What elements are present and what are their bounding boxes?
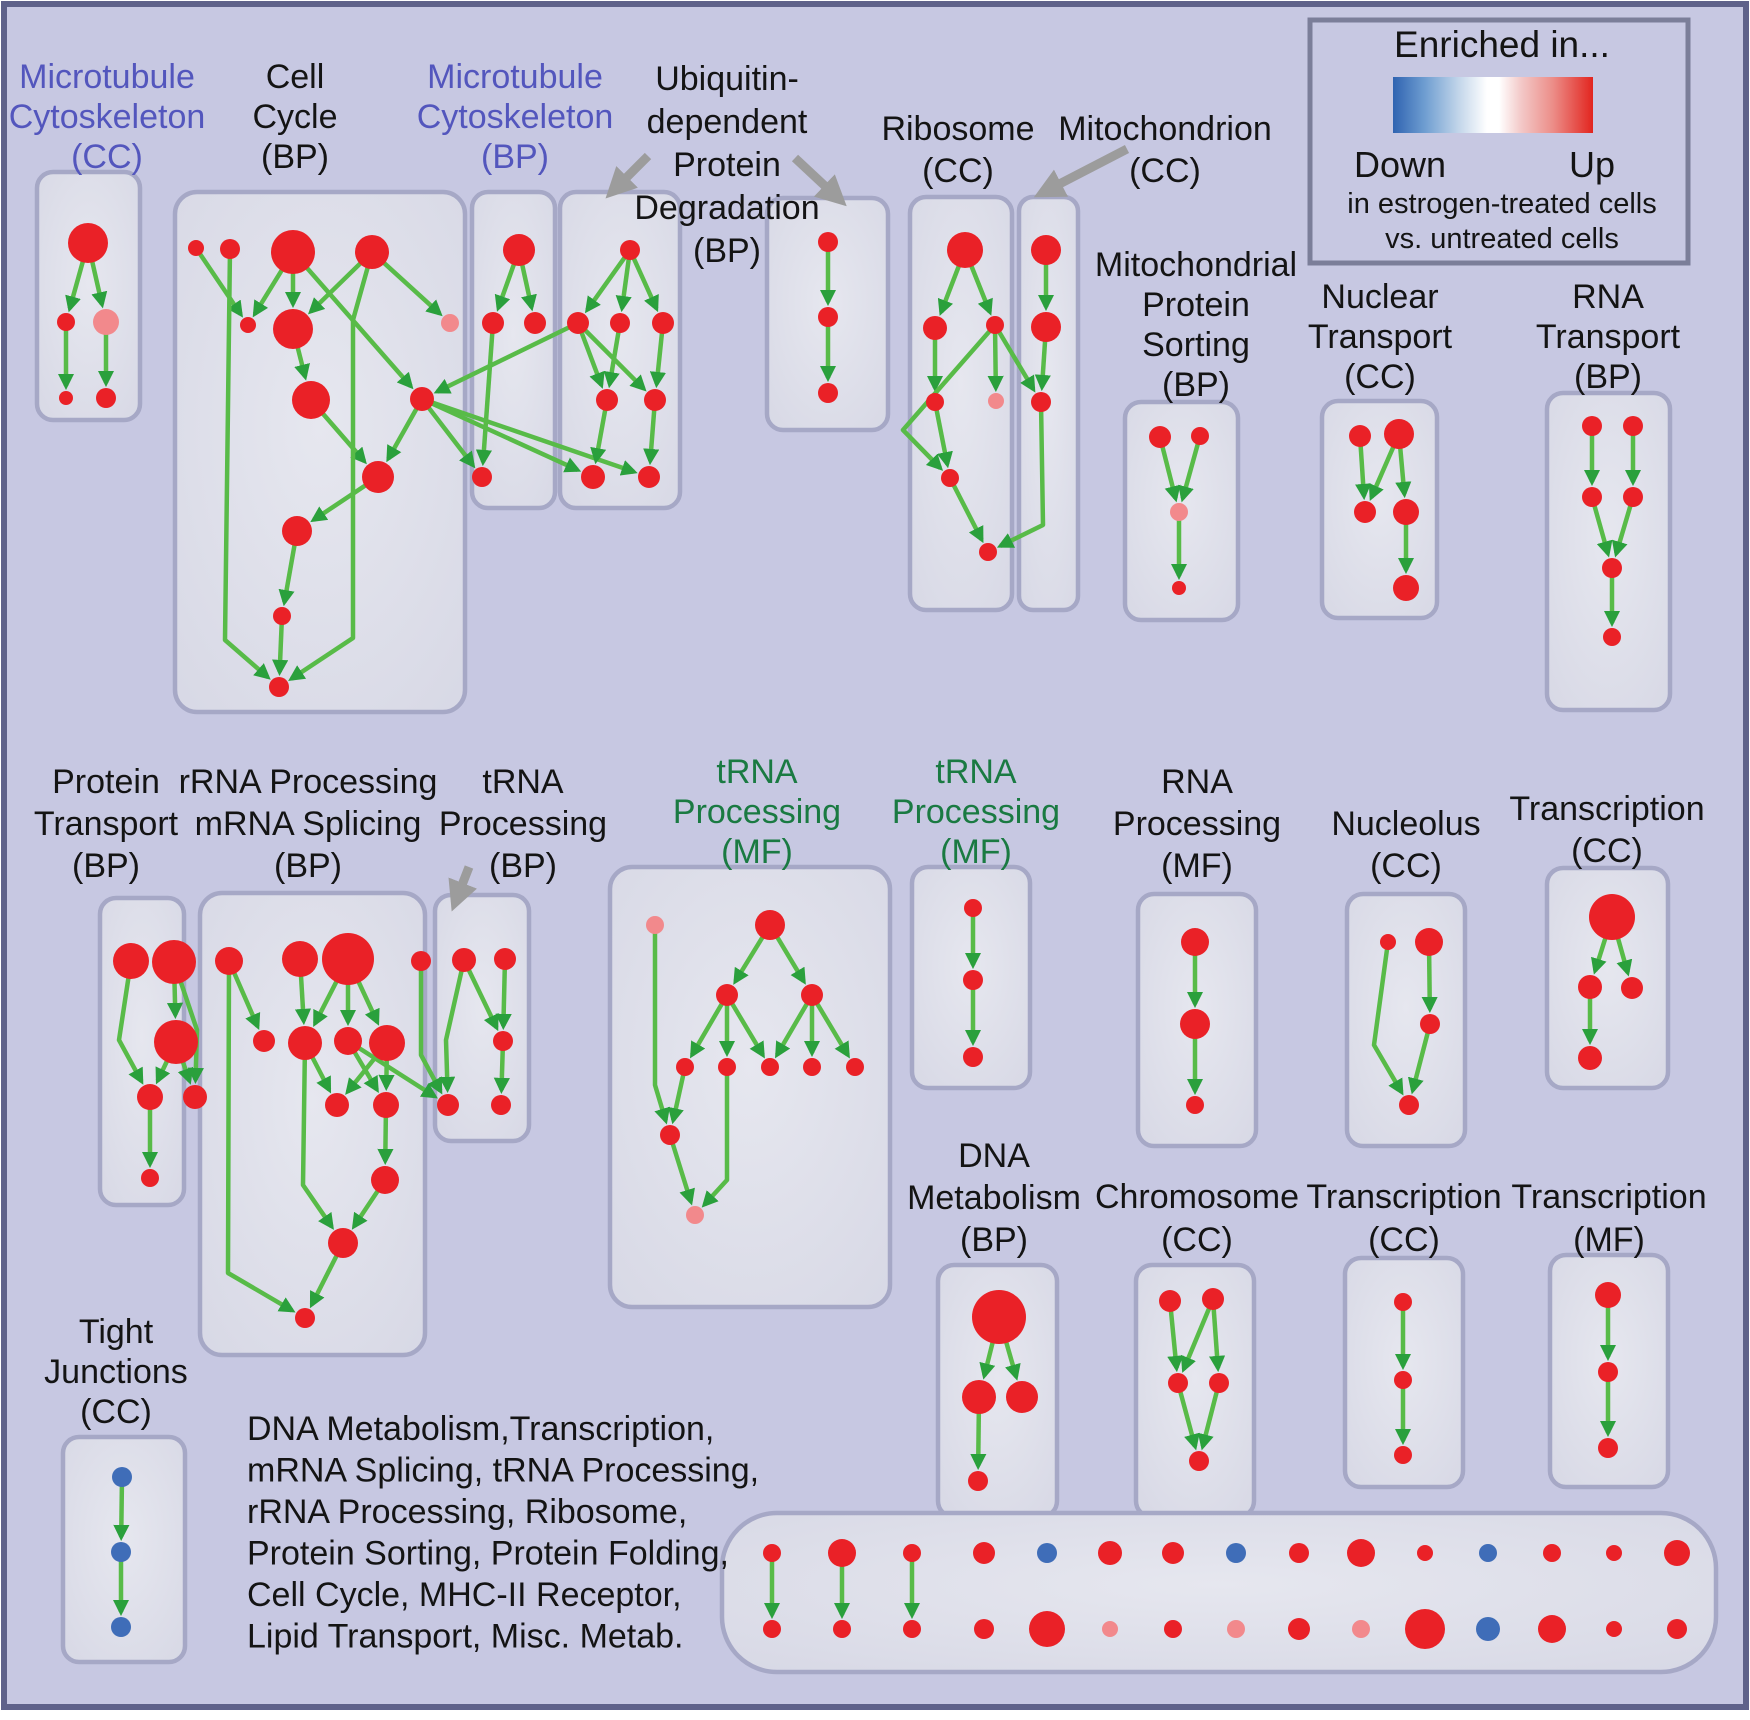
misc-node-bottom-12 — [1538, 1615, 1566, 1643]
go-term-node-rt3 — [1582, 487, 1602, 507]
go-term-node-tb3 — [493, 1031, 513, 1051]
misc-category-list-line0: DNA Metabolism,Transcription, — [247, 1410, 715, 1448]
go-term-node-pt6 — [141, 1169, 159, 1187]
cluster-label-tight-junctions-line0: Tight — [78, 1313, 154, 1351]
go-term-node-mc5 — [96, 388, 116, 408]
go-term-node-tb1 — [452, 948, 476, 972]
cluster-label-mito-protein-sorting-line0: Mitochondrial — [1094, 246, 1298, 284]
go-term-node-rm — [295, 1308, 315, 1328]
misc-node-bottom-11 — [1476, 1617, 1500, 1641]
go-term-node-mc4 — [59, 391, 73, 405]
cluster-box-microtubule-cc — [37, 172, 140, 420]
go-term-node-rt1 — [1582, 416, 1602, 436]
go-term-node-rb4 — [926, 393, 944, 411]
go-term-node-q2 — [1598, 1362, 1618, 1382]
misc-node-top-1 — [828, 1539, 856, 1567]
misc-node-top-5 — [1098, 1541, 1122, 1565]
go-term-node-nt4 — [1393, 499, 1419, 525]
cluster-label-trna-mf-2-line1: Processing — [891, 793, 1061, 831]
cluster-label-cell-cycle-line2: (BP) — [261, 138, 329, 176]
misc-node-bottom-8 — [1288, 1618, 1310, 1640]
cluster-label-ubiquitin-degradation-1-line4: (BP) — [693, 232, 761, 270]
cluster-label-ribosome-cc-line1: (CC) — [922, 152, 994, 190]
misc-node-bottom-7 — [1227, 1620, 1245, 1638]
go-term-node-pt3 — [154, 1020, 198, 1064]
cluster-label-nuclear-transport-line0: Nuclear — [1321, 278, 1439, 316]
legend-gradient-bar — [1393, 77, 1593, 133]
cluster-label-trna-mf-1-line2: (MF) — [721, 833, 793, 871]
cluster-label-trna-bp-line0: tRNA — [482, 763, 564, 801]
go-term-node-nt5 — [1393, 575, 1419, 601]
cluster-label-mito-protein-sorting-line1: Protein — [1142, 286, 1250, 324]
go-term-node-u7 — [761, 1058, 779, 1076]
go-term-node-ri — [325, 1093, 349, 1117]
go-term-node-rt6 — [1603, 628, 1621, 646]
cluster-label-transcription-cc-2-line0: Transcription — [1306, 1178, 1502, 1216]
go-term-node-h2 — [1202, 1288, 1224, 1310]
legend-subtitle-line2: vs. untreated cells — [1385, 223, 1619, 255]
misc-node-top-10 — [1417, 1545, 1433, 1561]
go-term-node-tb2 — [494, 948, 516, 970]
misc-node-bottom-5 — [1102, 1621, 1118, 1637]
go-term-node-h5 — [1189, 1451, 1209, 1471]
cluster-label-trna-mf-1-line0: tRNA — [716, 753, 798, 791]
go-term-node-pt4 — [137, 1084, 163, 1110]
cluster-label-microtubule-cc-line2: (CC) — [71, 138, 143, 176]
go-term-node-rt2 — [1623, 416, 1643, 436]
misc-node-top-11 — [1479, 1544, 1497, 1562]
misc-node-bottom-6 — [1164, 1620, 1182, 1638]
go-term-node-d1 — [972, 1290, 1026, 1344]
misc-node-bottom-10 — [1405, 1609, 1445, 1649]
go-term-node-j1 — [112, 1467, 132, 1487]
misc-node-top-4 — [1037, 1543, 1057, 1563]
go-term-node-rg — [334, 1027, 362, 1055]
cluster-label-ribosome-cc-line0: Ribosome — [881, 110, 1035, 148]
go-term-node-mc2 — [57, 313, 75, 331]
go-term-node-rh — [369, 1025, 405, 1061]
cluster-label-rna-processing-mf-line0: RNA — [1161, 763, 1233, 801]
go-term-node-rb3 — [986, 316, 1004, 334]
cluster-label-microtubule-bp-line1: Cytoskeleton — [416, 98, 614, 136]
go-term-node-cc4 — [355, 235, 389, 269]
go-term-node-re — [253, 1030, 275, 1052]
legend-subtitle-line1: in estrogen-treated cells — [1347, 188, 1657, 220]
cluster-box-cell-cycle — [175, 192, 465, 712]
cluster-label-trna-mf-1-line1: Processing — [672, 793, 842, 831]
go-term-node-ub5 — [596, 389, 618, 411]
cluster-label-tight-junctions-line1: Junctions — [44, 1353, 188, 1391]
go-term-node-rj — [373, 1092, 399, 1118]
go-term-node-ms4 — [1172, 581, 1186, 595]
go-term-node-y1 — [1589, 894, 1635, 940]
go-term-node-cc8 — [292, 381, 330, 419]
cluster-label-rna-transport-line1: Transport — [1535, 318, 1681, 356]
go-term-node-mb2 — [482, 312, 504, 334]
go-term-node-u11 — [686, 1206, 704, 1224]
cluster-label-rna-transport-line0: RNA — [1572, 278, 1644, 316]
go-term-node-y2 — [1578, 975, 1602, 999]
go-term-node-cc2 — [220, 239, 240, 259]
misc-node-bottom-0 — [763, 1620, 781, 1638]
cluster-label-ubiquitin-degradation-1-line3: Degradation — [634, 189, 820, 227]
go-term-node-rb1 — [947, 232, 983, 268]
edge-rb3-rb5 — [995, 325, 996, 388]
go-term-node-rk — [371, 1166, 399, 1194]
go-term-node-ua1 — [818, 232, 838, 252]
go-term-node-ub3 — [610, 313, 630, 333]
cluster-label-nuclear-transport-line1: Transport — [1307, 318, 1453, 356]
go-term-node-pt5 — [183, 1085, 207, 1109]
misc-node-bottom-14 — [1667, 1619, 1687, 1639]
cluster-label-rrna-mrna-line0: rRNA Processing — [178, 763, 438, 801]
go-term-node-ms3 — [1170, 503, 1188, 521]
cluster-label-transcription-cc-1-line0: Transcription — [1509, 790, 1705, 828]
cluster-label-chromosome-cc-line1: (CC) — [1161, 1221, 1233, 1259]
go-term-node-ua2 — [818, 307, 838, 327]
misc-node-top-0 — [763, 1544, 781, 1562]
go-term-node-u8 — [803, 1058, 821, 1076]
cluster-box-chromosome-cc — [1136, 1265, 1254, 1517]
go-term-node-ub8 — [638, 466, 660, 488]
cluster-label-rna-processing-mf-line2: (MF) — [1161, 847, 1233, 885]
cluster-label-rna-processing-mf-line1: Processing — [1112, 805, 1282, 843]
go-term-node-rt5 — [1602, 558, 1622, 578]
go-term-node-p2 — [1394, 1371, 1412, 1389]
go-term-node-j3 — [111, 1617, 131, 1637]
misc-node-bottom-1 — [833, 1620, 851, 1638]
go-term-node-d3 — [1006, 1381, 1038, 1413]
cluster-label-tight-junctions-line2: (CC) — [80, 1393, 152, 1431]
misc-node-bottom-3 — [974, 1619, 994, 1639]
go-term-node-u9 — [846, 1058, 864, 1076]
go-term-node-u6 — [718, 1058, 736, 1076]
go-term-node-tb5 — [491, 1095, 511, 1115]
go-term-node-cc11 — [282, 516, 312, 546]
misc-node-top-12 — [1543, 1544, 1561, 1562]
cluster-label-ubiquitin-degradation-1-line2: Protein — [673, 146, 781, 184]
go-term-node-v3 — [963, 1047, 983, 1067]
legend-up-label: Up — [1568, 144, 1616, 185]
cluster-label-trna-mf-2-line0: tRNA — [935, 753, 1017, 791]
go-term-node-cc10 — [362, 461, 394, 493]
cluster-label-ubiquitin-degradation-1-line0: Ubiquitin- — [655, 60, 799, 98]
go-term-node-mb1 — [503, 234, 535, 266]
misc-node-bottom-4 — [1029, 1611, 1065, 1647]
cluster-label-mitochondrion-cc-line1: (CC) — [1129, 152, 1201, 190]
cluster-label-transcription-mf-line1: (MF) — [1573, 1221, 1645, 1259]
go-term-node-u1 — [646, 916, 664, 934]
go-term-node-q3 — [1598, 1438, 1618, 1458]
go-term-node-d2 — [962, 1380, 996, 1414]
go-term-node-ub6 — [644, 389, 666, 411]
cluster-label-trna-bp-line1: Processing — [438, 805, 608, 843]
cluster-label-transcription-mf-line0: Transcription — [1511, 1178, 1707, 1216]
cluster-label-protein-transport-line0: Protein — [52, 763, 160, 801]
go-term-node-rbb — [282, 941, 318, 977]
go-term-node-cc13 — [269, 677, 289, 697]
misc-node-top-8 — [1289, 1543, 1309, 1563]
misc-category-list-line2: rRNA Processing, Ribosome, — [247, 1493, 688, 1531]
misc-node-bottom-9 — [1352, 1620, 1370, 1638]
go-term-node-p3 — [1394, 1446, 1412, 1464]
go-term-node-d4 — [968, 1471, 988, 1491]
misc-category-list-line5: Lipid Transport, Misc. Metab. — [247, 1617, 684, 1656]
cluster-label-ubiquitin-degradation-1-line1: dependent — [646, 103, 808, 141]
go-term-node-ms1 — [1149, 426, 1171, 448]
cluster-label-rrna-mrna-line2: (BP) — [274, 847, 342, 885]
go-term-node-ub4 — [652, 312, 674, 334]
go-term-node-ra — [215, 947, 243, 975]
go-term-node-v1 — [964, 899, 982, 917]
go-term-node-ms2 — [1191, 427, 1209, 445]
cluster-label-microtubule-cc-line0: Microtubule — [19, 58, 195, 96]
go-term-node-mt3 — [1031, 392, 1051, 412]
go-term-node-nt2 — [1384, 419, 1414, 449]
cluster-label-microtubule-cc-line1: Cytoskeleton — [8, 98, 206, 136]
go-term-node-w2 — [1180, 1009, 1210, 1039]
cluster-label-protein-transport-line2: (BP) — [72, 847, 140, 885]
go-term-node-j2 — [111, 1542, 131, 1562]
cluster-label-rrna-mrna-line1: mRNA Splicing — [194, 805, 422, 843]
go-term-node-ub1 — [620, 240, 640, 260]
go-term-node-mt2 — [1031, 312, 1061, 342]
misc-node-bottom-2 — [903, 1620, 921, 1638]
go-term-node-y4 — [1578, 1046, 1602, 1070]
go-term-node-y3 — [1621, 977, 1643, 999]
go-term-node-mt1 — [1031, 235, 1061, 265]
cluster-box-misc-metabolism — [722, 1513, 1716, 1672]
cluster-label-mitochondrion-cc-line0: Mitochondrion — [1058, 110, 1272, 148]
go-term-node-cc1 — [188, 240, 204, 256]
go-term-node-cc5 — [240, 317, 256, 333]
go-term-node-h3 — [1168, 1373, 1188, 1393]
go-term-node-u2 — [755, 910, 785, 940]
cluster-box-nuclear-transport — [1322, 401, 1437, 618]
cluster-label-mito-protein-sorting-line3: (BP) — [1162, 366, 1230, 404]
go-term-node-cc6 — [273, 309, 313, 349]
go-term-node-rc — [322, 933, 374, 985]
go-term-node-w3 — [1186, 1096, 1204, 1114]
go-term-node-v2 — [963, 970, 983, 990]
go-term-node-cc7 — [441, 314, 459, 332]
go-term-node-q1 — [1595, 1282, 1621, 1308]
go-term-node-h4 — [1209, 1373, 1229, 1393]
go-term-node-rb5 — [988, 393, 1004, 409]
go-term-node-mc3 — [93, 309, 119, 335]
misc-node-top-3 — [973, 1542, 995, 1564]
misc-category-list-line4: Cell Cycle, MHC-II Receptor, — [247, 1576, 682, 1614]
cluster-label-chromosome-cc-line0: Chromosome — [1094, 1178, 1300, 1216]
go-term-node-p1 — [1394, 1293, 1412, 1311]
cluster-label-mito-protein-sorting-line2: Sorting — [1142, 326, 1250, 364]
go-term-node-x2 — [1415, 928, 1443, 956]
misc-node-top-6 — [1162, 1542, 1184, 1564]
go-term-node-mc1 — [68, 223, 108, 263]
go-term-node-pt1 — [113, 943, 149, 979]
go-term-node-tb4 — [437, 1094, 459, 1116]
cluster-label-trna-bp-line2: (BP) — [489, 847, 557, 885]
cluster-label-rna-transport-line2: (BP) — [1574, 358, 1642, 396]
misc-node-top-13 — [1606, 1545, 1622, 1561]
cluster-label-microtubule-bp-line2: (BP) — [481, 138, 549, 176]
cluster-label-protein-transport-line1: Transport — [33, 805, 179, 843]
go-term-node-x3 — [1420, 1014, 1440, 1034]
go-term-node-mb3 — [524, 312, 546, 334]
go-term-node-u4 — [801, 984, 823, 1006]
cluster-label-dna-metabolism-line1: Metabolism — [907, 1179, 1081, 1217]
legend-down-label: Down — [1353, 144, 1447, 185]
misc-node-top-7 — [1226, 1543, 1246, 1563]
go-term-node-rf — [288, 1026, 322, 1060]
go-term-node-rb6 — [941, 469, 959, 487]
cluster-label-nucleolus-cc-line1: (CC) — [1370, 847, 1442, 885]
misc-node-top-9 — [1347, 1539, 1375, 1567]
go-term-node-u5 — [676, 1058, 694, 1076]
cluster-label-dna-metabolism-line0: DNA — [958, 1137, 1030, 1175]
cluster-label-transcription-cc-1-line1: (CC) — [1571, 832, 1643, 870]
go-term-node-rb7 — [979, 543, 997, 561]
go-term-node-nt3 — [1354, 501, 1376, 523]
go-term-node-rt4 — [1623, 487, 1643, 507]
go-term-node-nt1 — [1349, 425, 1371, 447]
cluster-label-nuclear-transport-line2: (CC) — [1344, 358, 1416, 396]
misc-node-bottom-13 — [1606, 1621, 1622, 1637]
cluster-label-transcription-cc-2-line1: (CC) — [1368, 1221, 1440, 1259]
cluster-label-nucleolus-cc-line0: Nucleolus — [1331, 805, 1481, 843]
misc-node-top-14 — [1664, 1540, 1690, 1566]
cluster-label-microtubule-bp-line0: Microtubule — [427, 58, 603, 96]
go-term-node-x1 — [1380, 934, 1396, 950]
go-term-node-cc9 — [410, 387, 434, 411]
go-term-node-w1 — [1181, 928, 1209, 956]
go-term-node-u3 — [716, 984, 738, 1006]
go-term-node-ub2 — [567, 312, 589, 334]
go-term-node-cc3 — [271, 230, 315, 274]
cluster-label-trna-mf-2-line2: (MF) — [940, 833, 1012, 871]
go-term-node-x4 — [1399, 1095, 1419, 1115]
go-term-node-rd — [411, 951, 431, 971]
cluster-label-dna-metabolism-line2: (BP) — [960, 1221, 1028, 1259]
go-term-node-ub7 — [581, 465, 605, 489]
go-term-node-rl — [328, 1228, 358, 1258]
misc-category-list-line3: Protein Sorting, Protein Folding, — [247, 1534, 729, 1573]
go-term-node-pt2 — [152, 940, 196, 984]
cluster-label-cell-cycle-line0: Cell — [265, 58, 325, 96]
go-term-node-mb4 — [472, 467, 492, 487]
go-term-node-h1 — [1159, 1290, 1181, 1312]
misc-node-top-2 — [903, 1544, 921, 1562]
go-term-node-cc12 — [273, 607, 291, 625]
go-term-node-rb2 — [923, 316, 947, 340]
go-term-node-u10 — [660, 1125, 680, 1145]
go-term-node-ua3 — [818, 383, 838, 403]
cluster-label-cell-cycle-line1: Cycle — [252, 98, 338, 136]
legend-title: Enriched in... — [1394, 24, 1610, 65]
misc-category-list-line1: mRNA Splicing, tRNA Processing, — [247, 1451, 760, 1490]
